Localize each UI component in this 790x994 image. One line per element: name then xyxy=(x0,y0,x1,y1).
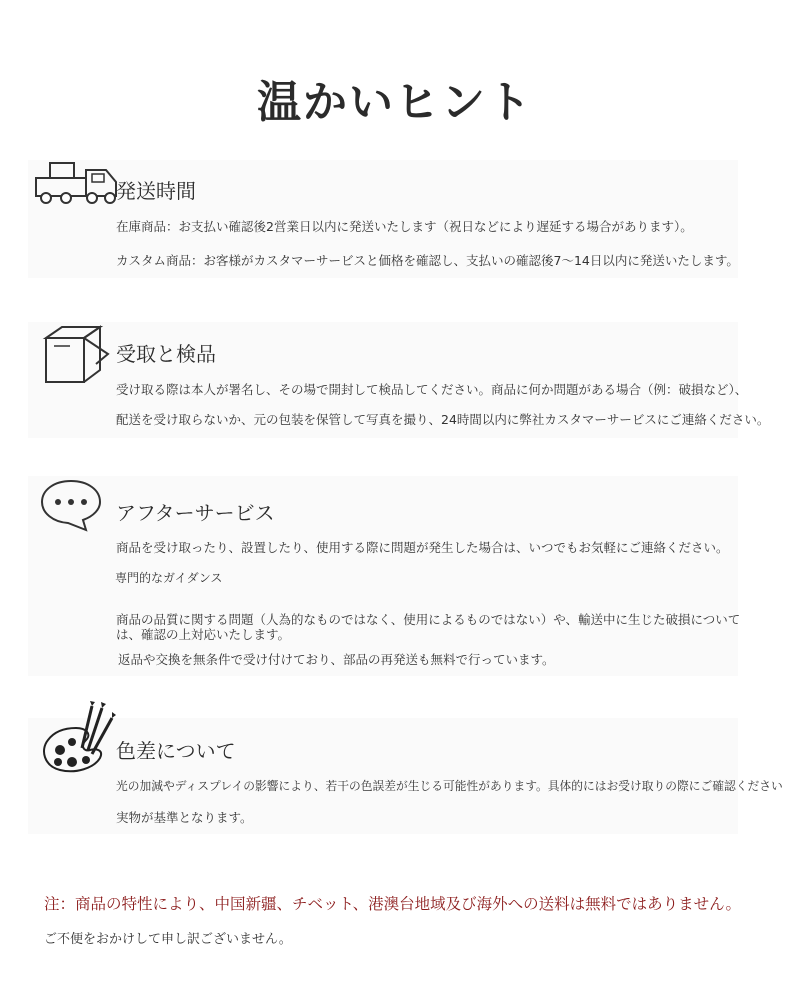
receipt-line-1: 受け取る際は本人が署名し、その場で開封して検品してください。商品に何か問題がある場合（例：破損など）、 xyxy=(116,382,748,397)
shipping-line-2: カスタム商品：お客様がカスタマーサービスと価格を確認し、支払いの確認後7〜14日以内に発送いたします。 xyxy=(116,253,739,268)
section-heading-receipt: 受取と検品 xyxy=(116,342,216,366)
section-heading-color: 色差について xyxy=(116,739,236,763)
shipping-line-1: 在庫商品：お支払い確認後2営業日以内に発送いたします（祝日などにより遅延する場合があります）。 xyxy=(116,219,693,234)
after-sales-line-3: 商品の品質に関する問題（人為的なものではなく、使用によるものではない）や、輸送中に生じた破損については、確認の上対応いたします。 xyxy=(116,612,741,642)
chat-bubble-icon xyxy=(38,478,104,532)
box-icon xyxy=(40,324,114,386)
after-sales-line-4: 返品や交換を無条件で受け付けており、部品の再発送も無料で行っています。 xyxy=(118,652,555,667)
apology-text: ご不便をおかけして申し訳ございません。 xyxy=(44,932,292,947)
after-sales-line-2: 専門的なガイダンス xyxy=(115,571,223,585)
page-title: 温かいヒント xyxy=(257,77,533,128)
truck-icon xyxy=(34,160,120,206)
palette-icon xyxy=(38,700,118,774)
shipping-fee-notice: 注：商品の特性により、中国新疆、チベット、港澳台地域及び海外への送料は無料ではありません。 xyxy=(44,895,742,913)
color-line-1: 光の加減やディスプレイの影響により、若干の色誤差が生じる可能性があります。具体的にはお受け取りの際にご確認ください xyxy=(116,779,783,793)
color-line-2: 実物が基準となります。 xyxy=(116,810,253,825)
after-sales-line-1: 商品を受け取ったり、設置したり、使用する際に問題が発生した場合は、いつでもお気軽にご連絡ください。 xyxy=(116,540,729,555)
receipt-line-2: 配送を受け取らないか、元の包装を保管して写真を撮り、24時間以内に弊社カスタマーサービスにご連絡ください。 xyxy=(116,412,770,427)
section-heading-shipping: 発送時間 xyxy=(116,179,196,203)
section-heading-after-sales: アフターサービス xyxy=(116,501,275,525)
